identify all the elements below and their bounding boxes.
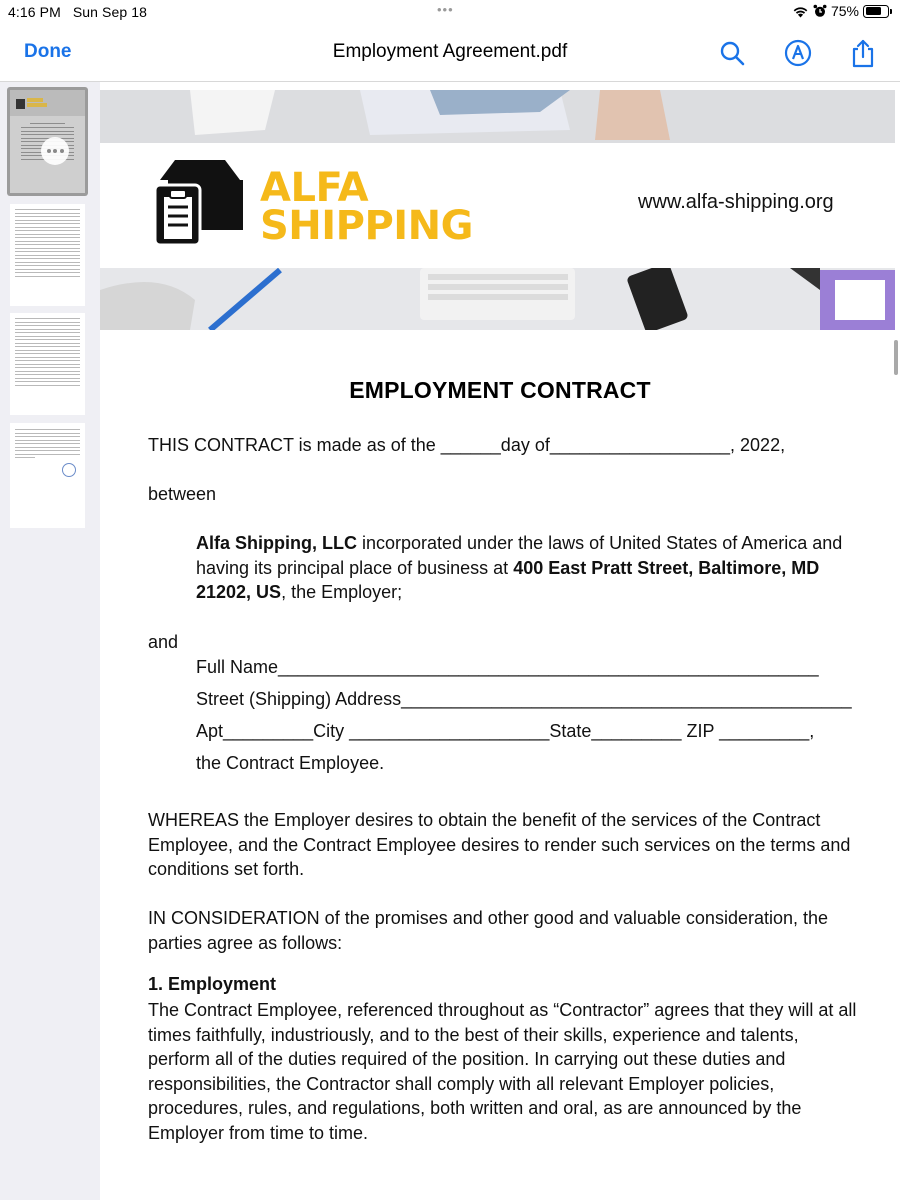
contract-employee-text: the Contract Employee. — [196, 753, 385, 773]
employer-address: 400 East Pratt Street, Baltimore, MD 21202, US — [196, 557, 820, 602]
contract-title: EMPLOYMENT CONTRACT — [349, 377, 651, 403]
document-title: Employment Agreement.pdf — [332, 41, 568, 62]
section-1-heading: 1. Employment — [148, 974, 277, 994]
and-text: and — [148, 632, 179, 652]
between-text: between — [148, 484, 217, 504]
thumbnail-more-button[interactable] — [41, 137, 69, 165]
street-address-field: Street (Shipping) Address_____________________________________________ — [196, 689, 852, 709]
page-thumbnail-sidebar — [0, 82, 100, 1200]
logo-banner — [100, 143, 895, 268]
employer-name: Alfa Shipping, LLC — [196, 533, 357, 553]
employer-text-1: incorporated under the laws of United States of America and having its principal place of business at — [196, 533, 843, 578]
nav-bar — [0, 26, 900, 82]
battery-level — [866, 7, 882, 15]
share-icon[interactable] — [848, 38, 878, 68]
logo-wordmark — [260, 165, 473, 249]
section-1-body: The Contract Employee, referenced throughout as “Contractor” agrees that they will at all times faithfully, industriously, and to the best of their skills, experience and talents, perform all of the duties required of the position. In carrying out these duties and responsibilities, the Contractor shall comply with all relevant Employer policies, procedures, rules, and regulations, both written and oral, as are announced by the Employer from time to time. — [148, 1000, 857, 1143]
company-url: www.alfa-shipping.org — [638, 191, 834, 213]
employer-text-2: , the Employer; — [281, 582, 403, 602]
shipping-box-logo-icon — [150, 155, 250, 250]
header-photo — [100, 90, 895, 330]
wifi-icon — [792, 5, 809, 18]
page-thumbnail-4[interactable] — [10, 423, 85, 528]
page-thumbnail-2[interactable] — [10, 204, 85, 306]
multitasking-dots-icon[interactable]: ••• — [437, 2, 454, 17]
intro-line: THIS CONTRACT is made as of the ______day of__________________, 2022, — [148, 435, 786, 455]
markup-icon[interactable] — [783, 38, 813, 68]
battery-icon — [863, 5, 892, 18]
page-thumbnail-3[interactable] — [10, 313, 85, 415]
document-page[interactable] — [100, 82, 900, 1200]
status-time: 4:16 PM Sun Sep 18 — [8, 4, 147, 20]
done-button[interactable]: Done — [24, 41, 72, 62]
page-thumbnail-1[interactable] — [7, 87, 88, 196]
logo-line-2: SHIPPING — [260, 203, 473, 249]
battery-percent: 75% — [830, 3, 859, 19]
alarm-icon — [813, 4, 827, 18]
apt-city-state-zip-field: Apt_________City ____________________State_________ ZIP _________, — [196, 721, 815, 741]
logo-line-1: ALFA — [260, 165, 369, 211]
employer-paragraph — [196, 531, 856, 605]
full-name-field: Full Name______________________________________________________ — [196, 657, 819, 677]
search-icon[interactable] — [717, 38, 747, 68]
status-indicators — [792, 3, 892, 19]
status-bar — [0, 0, 900, 26]
whereas-paragraph: WHEREAS the Employer desires to obtain the benefit of the services of the Contract Employee, and the Contract Employee desires to render such services on the terms and conditions set forth. — [148, 810, 851, 879]
scroll-indicator[interactable] — [894, 340, 898, 375]
consideration-paragraph: IN CONSIDERATION of the promises and other good and valuable consideration, the parties agree as follows: — [148, 908, 829, 953]
